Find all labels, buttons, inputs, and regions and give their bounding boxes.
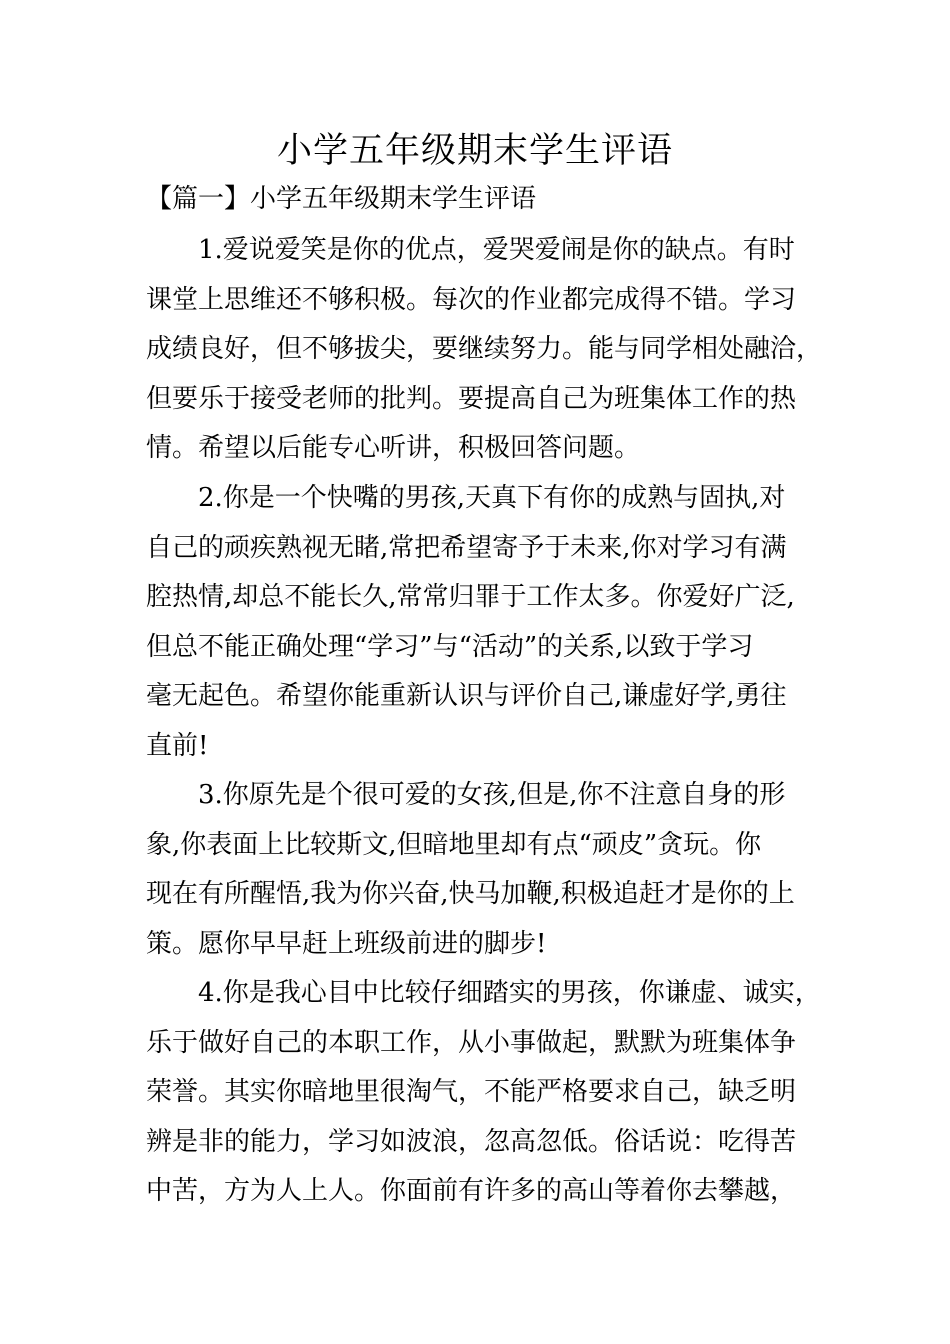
paragraph-line: 但要乐于接受老师的批判。要提高自己为班集体工作的热 [146,383,797,414]
comment-paragraph-3 [146,771,795,969]
paragraph-line: 直前! [146,730,209,761]
paragraph-line: 自己的顽疾熟视无睹,常把希望寄予于未来,你对学习有满 [146,532,787,563]
paragraph-line: 荣誉。其实你暗地里很淘气，不能严格要求自己，缺乏明 [146,1077,797,1108]
paragraph-line: 3.你原先是个很可爱的女孩,但是,你不注意自身的形 [198,780,786,810]
paragraph-line: 2.你是一个快嘴的男孩,天真下有你的成熟与固执,对 [198,483,786,513]
paragraph-line: 乐于做好自己的本职工作，从小事做起，默默为班集体争 [146,1027,797,1058]
comment-paragraph-4 [146,969,821,1217]
paragraph-line: 毫无起色。希望你能重新认识与评价自己,谦虚好学,勇往 [146,681,787,712]
comment-paragraph-2 [146,474,795,772]
section-heading: 【篇一】小学五年级期末学生评语 [146,184,537,214]
paragraph-line: 但总不能正确处理“学习”与“活动”的关系,以致于学习 [146,631,754,662]
paragraph-line: 腔热情,却总不能长久,常常归罪于工作太多。你爱好广泛, [146,582,795,613]
paragraph-line: 4.你是我心目中比较仔细踏实的男孩，你谦虚、诚实， [198,978,821,1008]
paragraph-line: 中苦，方为人上人。你面前有许多的高山等着你去攀越， [146,1176,797,1207]
paragraph-line: 辨是非的能力，学习如波浪，忽高忽低。俗话说：吃得苦 [146,1126,797,1157]
comment-paragraph-1 [146,226,822,474]
paragraph-line: 成绩良好，但不够拔尖，要继续努力。能与同学相处融洽， [146,334,823,365]
paragraph-line: 1.爱说爱笑是你的优点，爱哭爱闹是你的缺点。有时 [198,235,795,265]
paragraph-line: 策。愿你早早赶上班级前进的脚步! [146,928,547,959]
paragraph-line: 情。希望以后能专心听讲，积极回答问题。 [146,433,641,464]
paragraph-line: 象,你表面上比较斯文,但暗地里却有点“顽皮”贪玩。你 [146,829,762,860]
paragraph-line: 课堂上思维还不够积极。每次的作业都完成得不错。学习 [146,284,797,315]
paragraph-line: 现在有所醒悟,我为你兴奋,快马加鞭,积极追赶才是你的上 [146,879,795,910]
document-title: 小学五年级期末学生评语 [276,131,673,171]
